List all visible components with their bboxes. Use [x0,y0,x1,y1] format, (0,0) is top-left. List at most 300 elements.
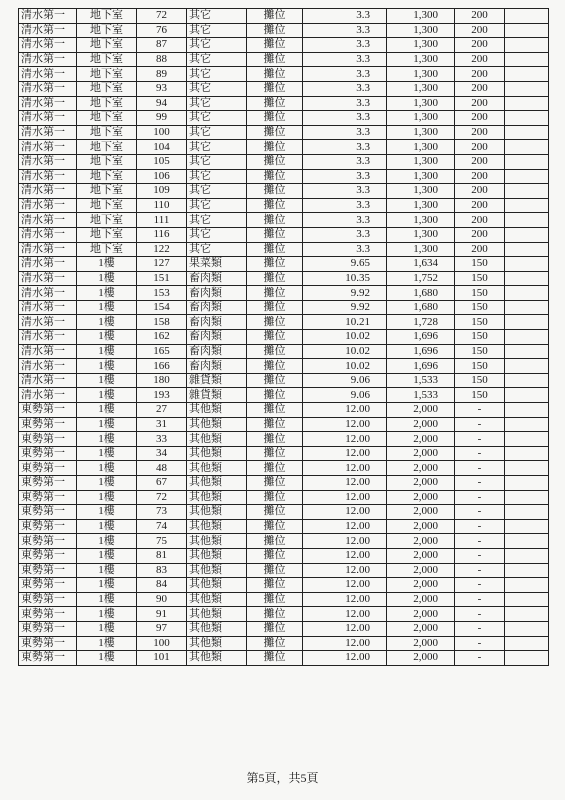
blank-cell [505,505,549,520]
fee-cell: - [455,651,505,666]
blank-cell [505,315,549,330]
category-cell: 畜肉類 [187,315,247,330]
category-cell: 其它 [187,23,247,38]
area-cell: 10.02 [303,344,387,359]
table-row [19,403,549,418]
category-cell: 其他類 [187,592,247,607]
blank-cell [505,242,549,257]
stall-number-cell: 89 [137,67,187,82]
rent-cell: 2,000 [387,636,455,651]
blank-cell [505,227,549,242]
type-cell: 攤位 [247,286,303,301]
stall-table [18,8,549,666]
category-cell: 其它 [187,67,247,82]
area-cell: 12.00 [303,592,387,607]
blank-cell [505,52,549,67]
type-cell: 攤位 [247,9,303,24]
floor-cell: 1樓 [77,373,137,388]
rent-cell: 2,000 [387,607,455,622]
table-row [19,476,549,491]
blank-cell [505,257,549,272]
blank-cell [505,184,549,199]
rent-cell: 2,000 [387,519,455,534]
category-cell: 其他類 [187,578,247,593]
table-row [19,184,549,199]
floor-cell: 1樓 [77,461,137,476]
fee-cell: 150 [455,373,505,388]
fee-cell: - [455,592,505,607]
table-row [19,432,549,447]
area-cell: 12.00 [303,534,387,549]
table-row [19,125,549,140]
rent-cell: 1,300 [387,242,455,257]
category-cell: 畜肉類 [187,286,247,301]
category-cell: 其他類 [187,607,247,622]
rent-cell: 2,000 [387,621,455,636]
floor-cell: 1樓 [77,490,137,505]
floor-cell: 1樓 [77,417,137,432]
stall-number-cell: 180 [137,373,187,388]
stall-number-cell: 154 [137,300,187,315]
blank-cell [505,67,549,82]
area-cell: 3.3 [303,184,387,199]
stall-number-cell: 106 [137,169,187,184]
floor-cell: 地下室 [77,184,137,199]
type-cell: 攤位 [247,227,303,242]
blank-cell [505,621,549,636]
market-cell: 清水第一 [19,81,77,96]
category-cell: 畜肉類 [187,344,247,359]
market-cell: 清水第一 [19,315,77,330]
fee-cell: - [455,446,505,461]
floor-cell: 1樓 [77,563,137,578]
category-cell: 其他類 [187,505,247,520]
type-cell: 攤位 [247,344,303,359]
market-cell: 東勢第一 [19,607,77,622]
category-cell: 畜肉類 [187,300,247,315]
table-row [19,621,549,636]
stall-number-cell: 111 [137,213,187,228]
floor-cell: 地下室 [77,9,137,24]
area-cell: 3.3 [303,125,387,140]
floor-cell: 1樓 [77,621,137,636]
category-cell: 畜肉類 [187,359,247,374]
type-cell: 攤位 [247,330,303,345]
table-row [19,490,549,505]
area-cell: 10.02 [303,359,387,374]
fee-cell: 200 [455,23,505,38]
blank-cell [505,651,549,666]
stall-number-cell: 158 [137,315,187,330]
table-row [19,548,549,563]
stall-number-cell: 75 [137,534,187,549]
type-cell: 攤位 [247,548,303,563]
table-row [19,38,549,53]
area-cell: 3.3 [303,169,387,184]
market-cell: 東勢第一 [19,432,77,447]
stall-number-cell: 90 [137,592,187,607]
type-cell: 攤位 [247,169,303,184]
table-row [19,359,549,374]
table-row [19,96,549,111]
blank-cell [505,96,549,111]
category-cell: 雜貨類 [187,373,247,388]
floor-cell: 1樓 [77,432,137,447]
blank-cell [505,476,549,491]
type-cell: 攤位 [247,300,303,315]
floor-cell: 1樓 [77,359,137,374]
blank-cell [505,198,549,213]
category-cell: 其他類 [187,563,247,578]
fee-cell: 200 [455,81,505,96]
market-cell: 東勢第一 [19,636,77,651]
table-row [19,651,549,666]
area-cell: 3.3 [303,81,387,96]
floor-cell: 1樓 [77,534,137,549]
fee-cell: 200 [455,227,505,242]
floor-cell: 1樓 [77,578,137,593]
fee-cell: 200 [455,213,505,228]
type-cell: 攤位 [247,38,303,53]
stall-number-cell: 67 [137,476,187,491]
floor-cell: 1樓 [77,271,137,286]
market-cell: 清水第一 [19,242,77,257]
stall-number-cell: 110 [137,198,187,213]
table-row [19,111,549,126]
table-row [19,257,549,272]
rent-cell: 1,533 [387,373,455,388]
rent-cell: 2,000 [387,417,455,432]
fee-cell: - [455,417,505,432]
stall-number-cell: 99 [137,111,187,126]
area-cell: 9.06 [303,388,387,403]
fee-cell: 200 [455,154,505,169]
blank-cell [505,111,549,126]
blank-cell [505,403,549,418]
fee-cell: 200 [455,140,505,155]
table-row [19,330,549,345]
fee-cell: 200 [455,111,505,126]
area-cell: 12.00 [303,607,387,622]
fee-cell: 150 [455,257,505,272]
category-cell: 其它 [187,9,247,24]
fee-cell: 200 [455,9,505,24]
floor-cell: 地下室 [77,198,137,213]
area-cell: 9.92 [303,286,387,301]
market-cell: 清水第一 [19,373,77,388]
type-cell: 攤位 [247,242,303,257]
fee-cell: 200 [455,169,505,184]
market-cell: 清水第一 [19,198,77,213]
market-cell: 清水第一 [19,140,77,155]
rent-cell: 1,300 [387,52,455,67]
market-cell: 東勢第一 [19,446,77,461]
stall-number-cell: 31 [137,417,187,432]
stall-number-cell: 166 [137,359,187,374]
table-row [19,23,549,38]
stall-number-cell: 105 [137,154,187,169]
floor-cell: 地下室 [77,169,137,184]
rent-cell: 2,000 [387,578,455,593]
floor-cell: 1樓 [77,330,137,345]
fee-cell: - [455,461,505,476]
type-cell: 攤位 [247,315,303,330]
blank-cell [505,213,549,228]
table-row [19,388,549,403]
area-cell: 3.3 [303,96,387,111]
area-cell: 3.3 [303,227,387,242]
stall-number-cell: 122 [137,242,187,257]
category-cell: 其它 [187,38,247,53]
table-row [19,446,549,461]
market-cell: 東勢第一 [19,461,77,476]
blank-cell [505,578,549,593]
type-cell: 攤位 [247,271,303,286]
category-cell: 果菜類 [187,257,247,272]
type-cell: 攤位 [247,432,303,447]
blank-cell [505,344,549,359]
category-cell: 其它 [187,198,247,213]
stall-number-cell: 74 [137,519,187,534]
market-cell: 清水第一 [19,125,77,140]
rent-cell: 2,000 [387,490,455,505]
fee-cell: 200 [455,125,505,140]
floor-cell: 1樓 [77,446,137,461]
category-cell: 畜肉類 [187,271,247,286]
type-cell: 攤位 [247,505,303,520]
market-cell: 東勢第一 [19,417,77,432]
type-cell: 攤位 [247,154,303,169]
blank-cell [505,271,549,286]
type-cell: 攤位 [247,373,303,388]
table-row [19,9,549,24]
type-cell: 攤位 [247,96,303,111]
rent-cell: 2,000 [387,446,455,461]
rent-cell: 1,696 [387,330,455,345]
type-cell: 攤位 [247,52,303,67]
fee-cell: - [455,607,505,622]
rent-cell: 2,000 [387,548,455,563]
type-cell: 攤位 [247,563,303,578]
category-cell: 其他類 [187,417,247,432]
blank-cell [505,607,549,622]
market-cell: 東勢第一 [19,621,77,636]
table-row [19,505,549,520]
stall-number-cell: 116 [137,227,187,242]
rent-cell: 2,000 [387,461,455,476]
rent-cell: 1,300 [387,169,455,184]
floor-cell: 1樓 [77,548,137,563]
blank-cell [505,81,549,96]
fee-cell: 150 [455,300,505,315]
rent-cell: 1,300 [387,154,455,169]
market-cell: 清水第一 [19,96,77,111]
market-cell: 清水第一 [19,300,77,315]
area-cell: 12.00 [303,461,387,476]
table-row [19,52,549,67]
market-cell: 清水第一 [19,9,77,24]
market-cell: 清水第一 [19,111,77,126]
stall-number-cell: 48 [137,461,187,476]
rent-cell: 1,300 [387,140,455,155]
table-row [19,242,549,257]
type-cell: 攤位 [247,534,303,549]
rent-cell: 2,000 [387,505,455,520]
blank-cell [505,563,549,578]
market-cell: 清水第一 [19,344,77,359]
floor-cell: 地下室 [77,96,137,111]
rent-cell: 1,300 [387,9,455,24]
fee-cell: - [455,534,505,549]
rent-cell: 1,300 [387,213,455,228]
page-footer: 第5頁，共5頁 [246,771,319,785]
blank-cell [505,461,549,476]
blank-cell [505,23,549,38]
floor-cell: 地下室 [77,140,137,155]
category-cell: 其他類 [187,476,247,491]
fee-cell: - [455,476,505,491]
rent-cell: 2,000 [387,403,455,418]
stall-number-cell: 88 [137,52,187,67]
stall-number-cell: 101 [137,651,187,666]
stall-number-cell: 109 [137,184,187,199]
area-cell: 12.00 [303,519,387,534]
category-cell: 其他類 [187,432,247,447]
blank-cell [505,490,549,505]
market-cell: 清水第一 [19,38,77,53]
market-cell: 清水第一 [19,257,77,272]
fee-cell: 200 [455,198,505,213]
rent-cell: 1,680 [387,300,455,315]
type-cell: 攤位 [247,81,303,96]
fee-cell: - [455,432,505,447]
rent-cell: 1,634 [387,257,455,272]
category-cell: 其它 [187,242,247,257]
fee-cell: 200 [455,67,505,82]
type-cell: 攤位 [247,23,303,38]
stall-number-cell: 33 [137,432,187,447]
category-cell: 其它 [187,140,247,155]
area-cell: 12.00 [303,636,387,651]
market-cell: 東勢第一 [19,505,77,520]
area-cell: 12.00 [303,417,387,432]
area-cell: 3.3 [303,140,387,155]
table-row [19,461,549,476]
blank-cell [505,519,549,534]
type-cell: 攤位 [247,417,303,432]
category-cell: 其他類 [187,446,247,461]
blank-cell [505,154,549,169]
fee-cell: 200 [455,242,505,257]
blank-cell [505,373,549,388]
area-cell: 3.3 [303,52,387,67]
blank-cell [505,359,549,374]
fee-cell: 150 [455,388,505,403]
blank-cell [505,592,549,607]
stall-number-cell: 127 [137,257,187,272]
fee-cell: - [455,505,505,520]
fee-cell: - [455,563,505,578]
market-cell: 清水第一 [19,330,77,345]
market-cell: 清水第一 [19,271,77,286]
type-cell: 攤位 [247,388,303,403]
stall-number-cell: 151 [137,271,187,286]
blank-cell [505,9,549,24]
stall-number-cell: 83 [137,563,187,578]
area-cell: 12.00 [303,548,387,563]
rent-cell: 1,300 [387,198,455,213]
rent-cell: 1,300 [387,67,455,82]
category-cell: 其它 [187,169,247,184]
area-cell: 3.3 [303,213,387,228]
stall-number-cell: 73 [137,505,187,520]
fee-cell: 150 [455,344,505,359]
floor-cell: 地下室 [77,227,137,242]
area-cell: 3.3 [303,67,387,82]
category-cell: 其它 [187,125,247,140]
area-cell: 10.21 [303,315,387,330]
fee-cell: - [455,548,505,563]
blank-cell [505,534,549,549]
category-cell: 其它 [187,154,247,169]
market-cell: 東勢第一 [19,548,77,563]
area-cell: 12.00 [303,446,387,461]
rent-cell: 2,000 [387,592,455,607]
rent-cell: 1,300 [387,111,455,126]
stall-number-cell: 97 [137,621,187,636]
floor-cell: 1樓 [77,300,137,315]
type-cell: 攤位 [247,490,303,505]
table-row [19,300,549,315]
fee-cell: 200 [455,38,505,53]
fee-cell: 150 [455,315,505,330]
rent-cell: 1,300 [387,227,455,242]
area-cell: 9.92 [303,300,387,315]
category-cell: 其他類 [187,621,247,636]
category-cell: 其他類 [187,534,247,549]
table-row [19,81,549,96]
rent-cell: 1,728 [387,315,455,330]
table-row [19,169,549,184]
market-cell: 東勢第一 [19,651,77,666]
market-cell: 清水第一 [19,286,77,301]
area-cell: 3.3 [303,9,387,24]
market-cell: 清水第一 [19,184,77,199]
area-cell: 12.00 [303,651,387,666]
type-cell: 攤位 [247,403,303,418]
fee-cell: 150 [455,359,505,374]
floor-cell: 地下室 [77,67,137,82]
table-row [19,578,549,593]
market-cell: 清水第一 [19,227,77,242]
rent-cell: 1,533 [387,388,455,403]
area-cell: 12.00 [303,432,387,447]
floor-cell: 1樓 [77,388,137,403]
market-cell: 清水第一 [19,67,77,82]
fee-cell: 200 [455,52,505,67]
area-cell: 12.00 [303,505,387,520]
floor-cell: 地下室 [77,38,137,53]
stall-number-cell: 100 [137,125,187,140]
floor-cell: 地下室 [77,242,137,257]
type-cell: 攤位 [247,213,303,228]
fee-cell: - [455,578,505,593]
fee-cell: 150 [455,271,505,286]
type-cell: 攤位 [247,621,303,636]
type-cell: 攤位 [247,257,303,272]
type-cell: 攤位 [247,198,303,213]
floor-cell: 1樓 [77,592,137,607]
